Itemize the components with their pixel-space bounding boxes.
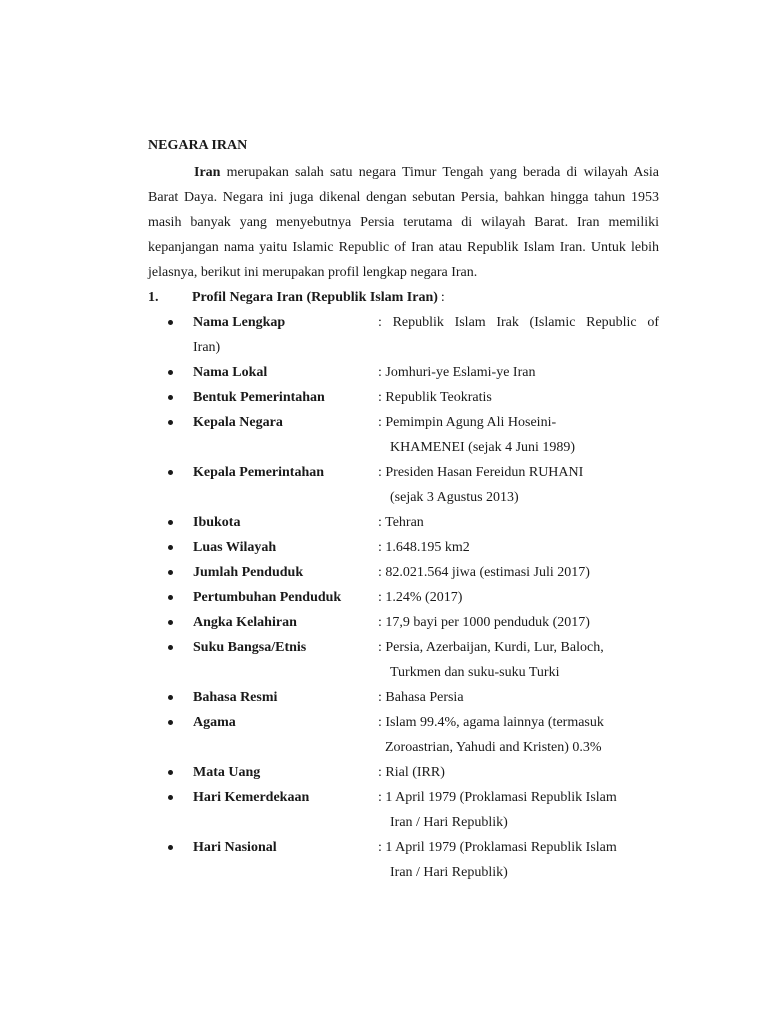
bullet-icon bbox=[168, 595, 173, 600]
profile-item-jumlah-penduduk bbox=[148, 560, 659, 585]
profile-item-kepala-negara bbox=[148, 410, 659, 460]
intro-bold-lead: Iran bbox=[194, 165, 221, 180]
bullet-icon bbox=[168, 720, 173, 725]
profile-item-hari-kemerdekaan bbox=[148, 785, 659, 835]
profile-item-bahasa-resmi bbox=[148, 685, 659, 710]
profile-value-line: : Jomhuri-ye Eslami-ye Iran bbox=[378, 365, 536, 380]
profile-item-pertumbuhan-penduduk bbox=[148, 585, 659, 610]
bullet-icon bbox=[168, 845, 173, 850]
profile-item-kepala-pemerintahan bbox=[148, 460, 659, 510]
profile-item-nama-lokal bbox=[148, 360, 659, 385]
bullet-icon bbox=[168, 695, 173, 700]
profile-label: Nama Lokal bbox=[193, 365, 268, 380]
profile-value bbox=[378, 685, 659, 710]
section-title: Profil Negara Iran (Republik Islam Iran) bbox=[192, 290, 438, 305]
profile-value-line: : Republik Teokratis bbox=[378, 390, 492, 405]
profile-item-suku-bangsa bbox=[148, 635, 659, 685]
section-heading bbox=[148, 285, 659, 310]
profile-label: Bentuk Pemerintahan bbox=[193, 390, 325, 405]
document-page bbox=[148, 134, 659, 885]
profile-list bbox=[148, 310, 659, 885]
profile-label: Kepala Pemerintahan bbox=[193, 465, 325, 480]
profile-value-continuation: KHAMENEI (sejak 4 Juni 1989) bbox=[390, 440, 576, 455]
profile-value bbox=[378, 635, 659, 685]
profile-value bbox=[378, 585, 659, 610]
profile-value-line: : Bahasa Persia bbox=[378, 690, 464, 705]
bullet-icon bbox=[168, 645, 173, 650]
profile-value bbox=[378, 360, 659, 385]
profile-value bbox=[378, 835, 659, 885]
bullet-icon bbox=[168, 545, 173, 550]
profile-label: Bahasa Resmi bbox=[193, 690, 278, 705]
profile-label: Kepala Negara bbox=[193, 415, 283, 430]
profile-item-hari-nasional bbox=[148, 835, 659, 885]
profile-value bbox=[378, 510, 659, 535]
bullet-icon bbox=[168, 570, 173, 575]
profile-label: Hari Kemerdekaan bbox=[193, 790, 310, 805]
profile-value-continuation: Iran / Hari Republik) bbox=[390, 815, 508, 830]
profile-value-continuation: Iran) bbox=[193, 340, 221, 355]
profile-item-mata-uang bbox=[148, 760, 659, 785]
profile-item-luas-wilayah bbox=[148, 535, 659, 560]
intro-paragraph bbox=[148, 160, 659, 285]
profile-value-line: : 82.021.564 jiwa (estimasi Juli 2017) bbox=[378, 565, 590, 580]
profile-value bbox=[378, 385, 659, 410]
profile-item-angka-kelahiran bbox=[148, 610, 659, 635]
intro-text: merupakan salah satu negara Timur Tengah yang berada di wilayah Asia Barat Daya. Negara ini juga dikenal dengan sebutan Persia, bahkan hingga tahun 1953 masih banyak yang menyebutnya Persia terutama di wilayah Barat. Iran memiliki kepanjangan nama yaitu Islamic Republic of Iran atau Republik Islam Iran. Untuk lebih jelasnya, berikut ini merupakan profil lengkap negara Iran. bbox=[148, 165, 659, 280]
bullet-icon bbox=[168, 395, 173, 400]
profile-label: Nama Lengkap bbox=[193, 315, 286, 330]
profile-value-line: : 1.648.195 km2 bbox=[378, 540, 470, 555]
profile-label: Luas Wilayah bbox=[193, 540, 277, 555]
profile-label: Jumlah Penduduk bbox=[193, 565, 304, 580]
profile-value bbox=[378, 560, 659, 585]
profile-label: Suku Bangsa/Etnis bbox=[193, 640, 307, 655]
profile-label: Pertumbuhan Penduduk bbox=[193, 590, 342, 605]
bullet-icon bbox=[168, 770, 173, 775]
profile-value bbox=[378, 610, 659, 635]
bullet-icon bbox=[168, 520, 173, 525]
section-number: 1. bbox=[148, 290, 159, 305]
profile-value-continuation: Turkmen dan suku-suku Turki bbox=[390, 665, 560, 680]
profile-value-line: : Presiden Hasan Fereidun RUHANI bbox=[378, 465, 584, 480]
profile-value-continuation: Zoroastrian, Yahudi and Kristen) 0.3% bbox=[385, 740, 602, 755]
profile-label: Angka Kelahiran bbox=[193, 615, 297, 630]
profile-label: Agama bbox=[193, 715, 236, 730]
profile-value-line: : Islam 99.4%, agama lainnya (termasuk bbox=[378, 715, 604, 730]
profile-value-line: : Republik Islam Irak (Islamic Republic of bbox=[378, 315, 659, 330]
bullet-icon bbox=[168, 370, 173, 375]
profile-value bbox=[378, 535, 659, 560]
profile-value bbox=[378, 710, 659, 760]
profile-value bbox=[378, 760, 659, 785]
profile-item-bentuk-pemerintahan bbox=[148, 385, 659, 410]
bullet-icon bbox=[168, 320, 173, 325]
profile-value-line: : Persia, Azerbaijan, Kurdi, Lur, Baloch, bbox=[378, 640, 604, 655]
profile-value-continuation: Iran / Hari Republik) bbox=[390, 865, 508, 880]
bullet-icon bbox=[168, 795, 173, 800]
profile-item-agama bbox=[148, 710, 659, 760]
profile-item-nama-lengkap bbox=[148, 310, 659, 360]
bullet-icon bbox=[168, 620, 173, 625]
profile-value bbox=[378, 460, 659, 510]
profile-value-line: : 17,9 bayi per 1000 penduduk (2017) bbox=[378, 615, 590, 630]
bullet-icon bbox=[168, 470, 173, 475]
profile-value-line: : 1.24% (2017) bbox=[378, 590, 463, 605]
bullet-icon bbox=[168, 420, 173, 425]
profile-label: Hari Nasional bbox=[193, 840, 277, 855]
document-title: NEGARA IRAN bbox=[148, 138, 248, 153]
profile-item-ibukota bbox=[148, 510, 659, 535]
profile-label: Ibukota bbox=[193, 515, 241, 530]
profile-value-line: : Tehran bbox=[378, 515, 424, 530]
profile-value-line: : Rial (IRR) bbox=[378, 765, 445, 780]
profile-value-line: : 1 April 1979 (Proklamasi Republik Islam bbox=[378, 840, 617, 855]
profile-value-continuation: (sejak 3 Agustus 2013) bbox=[390, 490, 519, 505]
profile-value-line: : Pemimpin Agung Ali Hoseini- bbox=[378, 415, 557, 430]
profile-value-line: : 1 April 1979 (Proklamasi Republik Islam bbox=[378, 790, 617, 805]
section-colon: : bbox=[440, 290, 445, 305]
profile-value bbox=[378, 785, 659, 835]
profile-value bbox=[378, 410, 659, 460]
profile-label: Mata Uang bbox=[193, 765, 261, 780]
